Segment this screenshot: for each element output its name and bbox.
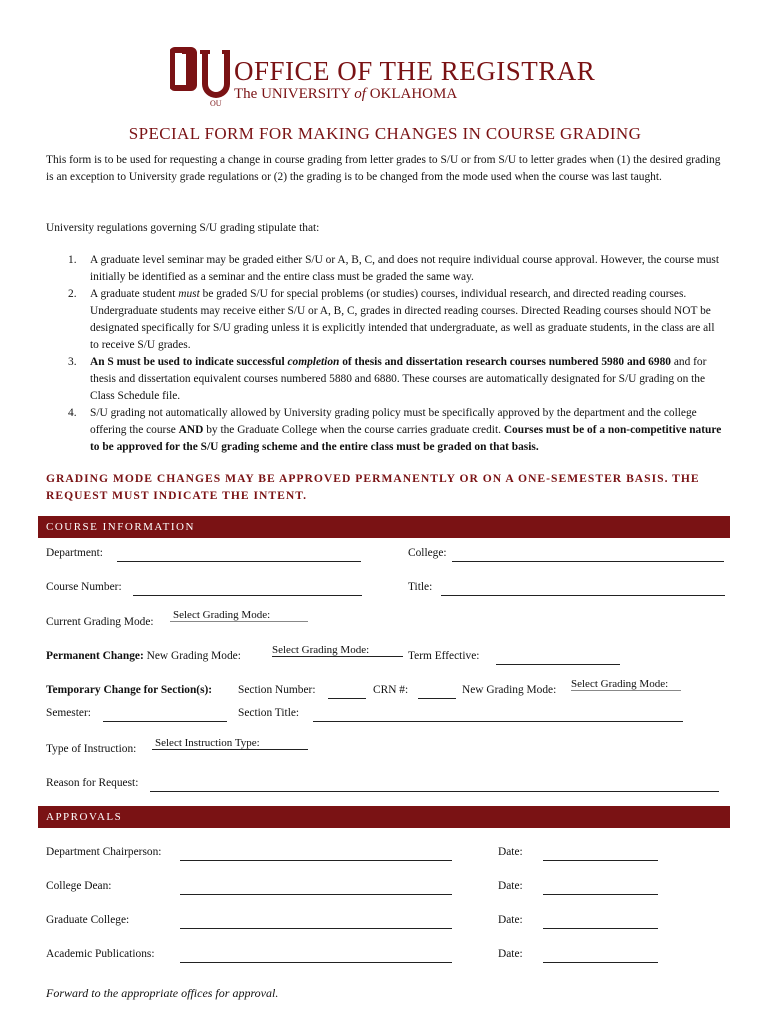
- current-grading-mode-label: Current Grading Mode:: [46, 616, 154, 628]
- permanent-grading-mode-select[interactable]: Select Grading Mode:: [272, 644, 403, 657]
- approval-label: Department Chairperson:: [46, 846, 162, 858]
- temporary-new-mode-label: New Grading Mode:: [462, 684, 557, 696]
- graduate-college-signature[interactable]: [180, 928, 452, 929]
- approval-label: Academic Publications:: [46, 948, 155, 960]
- rule-3: 3. An S must be used to indicate successful completion of thesis and dissertation research courses numbered 5980 and 6980 and for thesis and dissertation equivalent courses numbered 5880 and 6880. These courses are automatically designated for S/U grading on the Class Schedule file.: [68, 356, 707, 402]
- course-information-header: COURSE INFORMATION: [38, 516, 730, 538]
- date-label: Date:: [498, 948, 523, 960]
- temporary-change-label: Temporary Change for Section(s):: [46, 684, 213, 696]
- date-field[interactable]: [543, 860, 658, 861]
- regulations-heading: University regulations governing S/U grading stipulate that:: [46, 222, 320, 234]
- college-label: College:: [408, 547, 447, 559]
- date-label: Date:: [498, 846, 523, 858]
- academic-publications-signature[interactable]: [180, 962, 452, 963]
- section-title-label: Section Title:: [238, 707, 300, 719]
- department-label: Department:: [46, 547, 103, 559]
- university-name: The UNIVERSITY of OKLAHOMA: [234, 86, 458, 102]
- date-field[interactable]: [543, 894, 658, 895]
- section-number-field[interactable]: [328, 698, 366, 699]
- svg-text:OU: OU: [210, 99, 222, 108]
- course-number-label: Course Number:: [46, 581, 122, 593]
- regulations-list: [46, 252, 726, 456]
- type-of-instruction-label: Type of Instruction:: [46, 743, 137, 755]
- rule-1: 1. A graduate level seminar may be graded either S/U or A, B, C, and does not require individual course approval. However, the course must initially be identified as a seminar and the entire class must be graded the same way.: [68, 254, 720, 283]
- reason-field[interactable]: [150, 791, 719, 792]
- date-label: Date:: [498, 914, 523, 926]
- term-effective-field[interactable]: [496, 664, 620, 665]
- semester-field[interactable]: [103, 721, 227, 722]
- department-chairperson-signature[interactable]: [180, 860, 452, 861]
- college-dean-signature[interactable]: [180, 894, 452, 895]
- term-effective-label: Term Effective:: [408, 650, 480, 662]
- date-field[interactable]: [543, 962, 658, 963]
- intro-paragraph: This form is to be used for requesting a change in course grading from letter grades to S/U or from S/U to letter grades when (1) the desired grading is an exception to University grade regulations or (2) the grading is to be changed from the mode used when the course was last taught.: [46, 154, 721, 183]
- ou-logo-icon: [170, 44, 230, 114]
- temporary-grading-mode-select[interactable]: Select Grading Mode:: [571, 678, 681, 691]
- semester-label: Semester:: [46, 707, 91, 719]
- form-title: SPECIAL FORM FOR MAKING CHANGES IN COURSE GRADING: [128, 124, 642, 143]
- instruction-type-select[interactable]: Select Instruction Type:: [152, 737, 308, 750]
- rule-4: 4. S/U grading not automatically allowed by University grading policy must be specifically approved by the department and the college offering the course AND by the Graduate College when the course carries graduate credit. Courses must be of a non-competitive nature to be approved for the S/U grading scheme and the entire class must be graded on that basis.: [68, 407, 722, 453]
- grading-mode-notice: GRADING MODE CHANGES MAY BE APPROVED PERMANENTLY OR ON A ONE-SEMESTER BASIS. THE REQUEST MUST INDICATE THE INTENT.: [46, 472, 700, 502]
- college-field[interactable]: [452, 561, 724, 562]
- footer-note: Forward to the appropriate offices for approval.: [46, 986, 279, 1000]
- date-label: Date:: [498, 880, 523, 892]
- title-label: Title:: [408, 581, 433, 593]
- approvals-header: APPROVALS: [38, 806, 730, 828]
- section-title-field[interactable]: [313, 721, 683, 722]
- permanent-change-row: Permanent Change: New Grading Mode:: [46, 650, 241, 662]
- approval-label: College Dean:: [46, 880, 112, 892]
- department-field[interactable]: [117, 561, 361, 562]
- current-grading-mode-select[interactable]: Select Grading Mode:: [170, 609, 308, 622]
- date-field[interactable]: [543, 928, 658, 929]
- crn-label: CRN #:: [373, 684, 409, 696]
- rule-2: 2. A graduate student must be graded S/U for special problems (or studies) courses, individual research, and directed reading courses. Undergraduate students may receive either S/U or A, B, C, grades in directed reading courses. Directed Reading courses should NOT be designated specifically for S/U grading unless it is explicitly intended that undergraduate, as well as graduate students, in the class are all to receive S/U grades.: [68, 288, 715, 351]
- approval-label: Graduate College:: [46, 914, 130, 926]
- title-field[interactable]: [441, 595, 725, 596]
- office-title: OFFICE OF THE REGISTRAR: [234, 56, 596, 86]
- section-number-label: Section Number:: [238, 684, 316, 696]
- reason-label: Reason for Request:: [46, 777, 139, 789]
- course-number-field[interactable]: [133, 595, 362, 596]
- crn-field[interactable]: [418, 698, 456, 699]
